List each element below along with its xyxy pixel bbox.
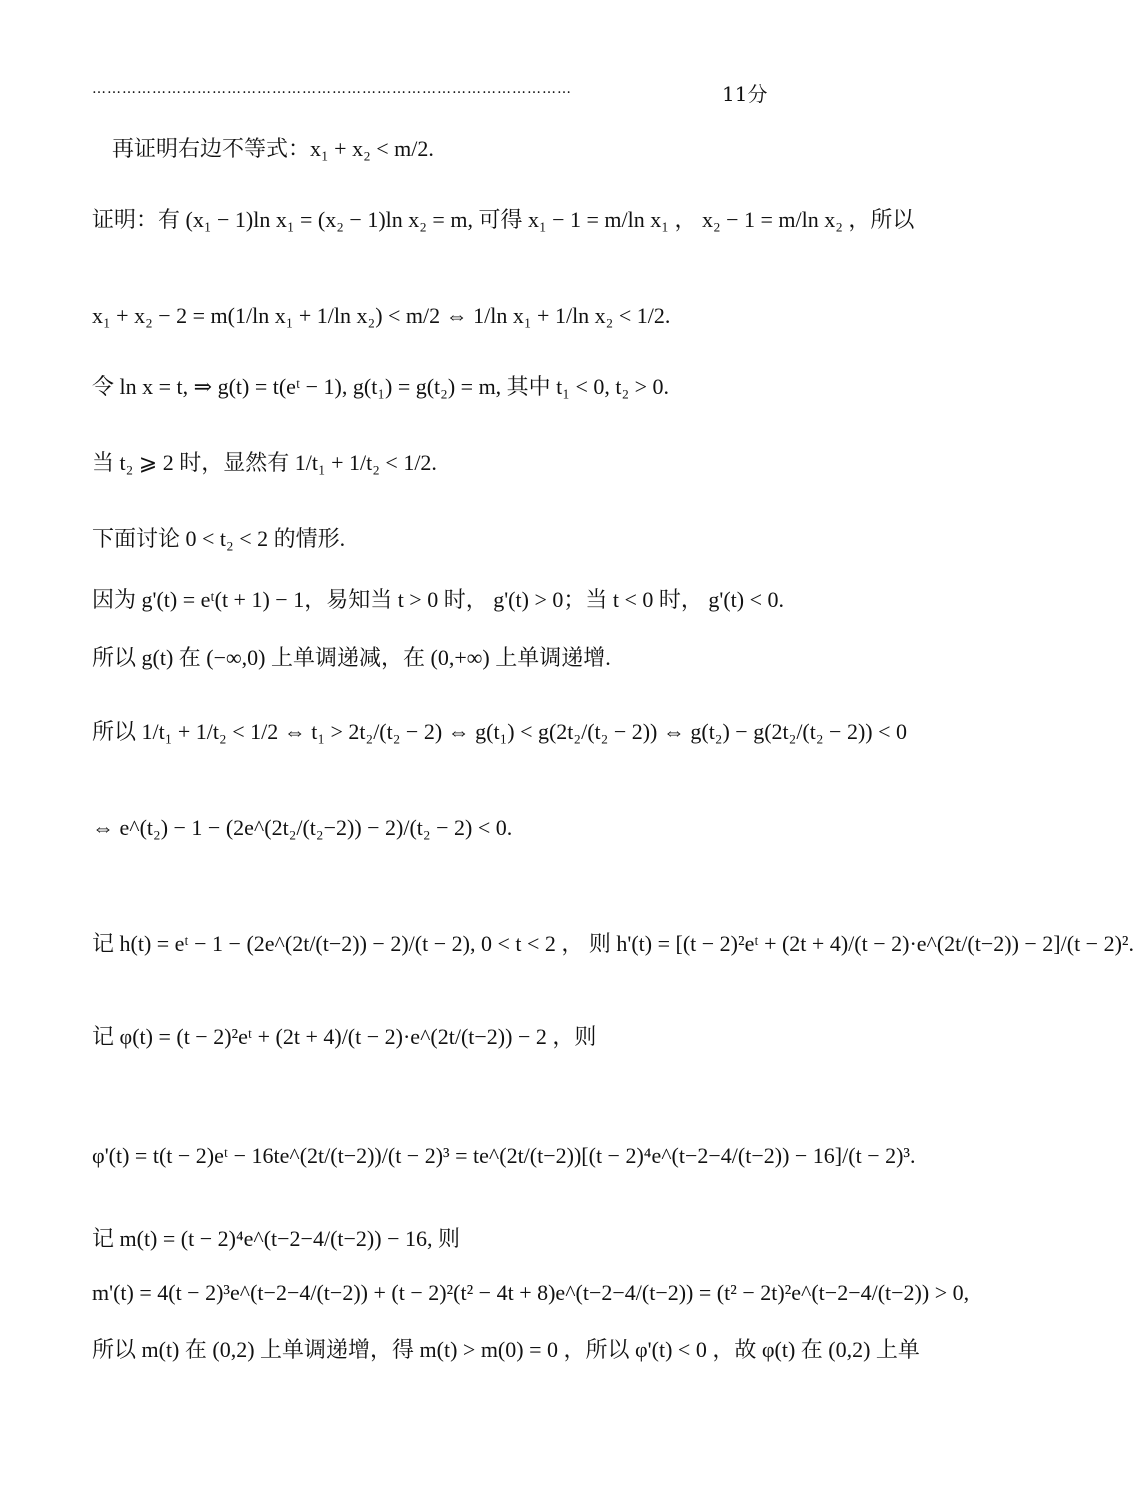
dot-leader: …………………………………………………………………………………… bbox=[92, 81, 572, 97]
text-line-5: 当 t₂ ⩾ 2 时，显然有 1/t₁ + 1/t₂ < 1/2. bbox=[92, 450, 437, 475]
text-line-4: 令 ln x = t, ⇒ g(t) = t(eᵗ − 1), g(t₁) = g(t₂) = m, 其中 t₁ < 0, t₂ > 0. bbox=[92, 374, 670, 399]
text-line-8: 所以 g(t) 在 (−∞,0) 上单调递减，在 (0,+∞) 上单调递增. bbox=[92, 645, 611, 670]
text-line-2: 证明：有 (x₁ − 1)ln x₁ = (x₂ − 1)ln x₂ = m, 可得 x₁ − 1 = m/ln x₁ ， x₂ − 1 = m/ln x₂ ，所以 bbox=[92, 207, 915, 232]
score-label: 11分 bbox=[722, 82, 768, 106]
text-line-14: 记 m(t) = (t − 2)⁴e^(t−2−4/(t−2)) − 16, 则 bbox=[92, 1226, 460, 1251]
text-line-15: m'(t) = 4(t − 2)³e^(t−2−4/(t−2)) + (t − 2)²(t² − 4t + 8)e^(t−2−4/(t−2)) = (t² − 2t)²e^(t−2−4/(t−2)) > 0, bbox=[92, 1280, 970, 1305]
text-line-3: x₁ + x₂ − 2 = m(1/ln x₁ + 1/ln x₂) < m/2 ⇔ 1/ln x₁ + 1/ln x₂ < 1/2. bbox=[92, 303, 671, 328]
text-line-13: φ'(t) = t(t − 2)eᵗ − 16te^(2t/(t−2))/(t − 2)³ = te^(2t/(t−2))[(t − 2)⁴e^(t−2−4/(t−2)) − 16]/(t − 2)³. bbox=[92, 1143, 916, 1168]
text-line-7: 因为 g'(t) = eᵗ(t + 1) − 1，易知当 t > 0 时， g'(t) > 0；当 t < 0 时， g'(t) < 0. bbox=[92, 587, 785, 612]
text-line-6: 下面讨论 0 < t₂ < 2 的情形. bbox=[92, 526, 346, 551]
text-line-9: 所以 1/t₁ + 1/t₂ < 1/2 ⇔ t₁ > 2t₂/(t₂ − 2) ⇔ g(t₁) < g(2t₂/(t₂ − 2)) ⇔ g(t₂) − g(2t₂/(t₂ − 2)) < 0 bbox=[92, 719, 908, 744]
text-line-1: 再证明右边不等式：x₁ + x₂ < m/2. bbox=[112, 136, 434, 161]
text-line-12: 记 φ(t) = (t − 2)²eᵗ + (2t + 4)/(t − 2)·e^(2t/(t−2)) − 2 ，则 bbox=[92, 1024, 597, 1049]
text-line-16: 所以 m(t) 在 (0,2) 上单调递增，得 m(t) > m(0) = 0 ，所以 φ'(t) < 0 ，故 φ(t) 在 (0,2) 上单 bbox=[92, 1337, 920, 1362]
text-line-10: ⇔ e^(t₂) − 1 − (2e^(2t₂/(t₂−2)) − 2)/(t₂ − 2) < 0. bbox=[92, 815, 513, 840]
text-line-11: 记 h(t) = eᵗ − 1 − (2e^(2t/(t−2)) − 2)/(t − 2), 0 < t < 2 ， 则 h'(t) = [(t − 2)²eᵗ + (2t + 4)/(t − 2)·e^(2t/(t−2)) − 2]/(t − 2)². bbox=[92, 931, 1134, 956]
